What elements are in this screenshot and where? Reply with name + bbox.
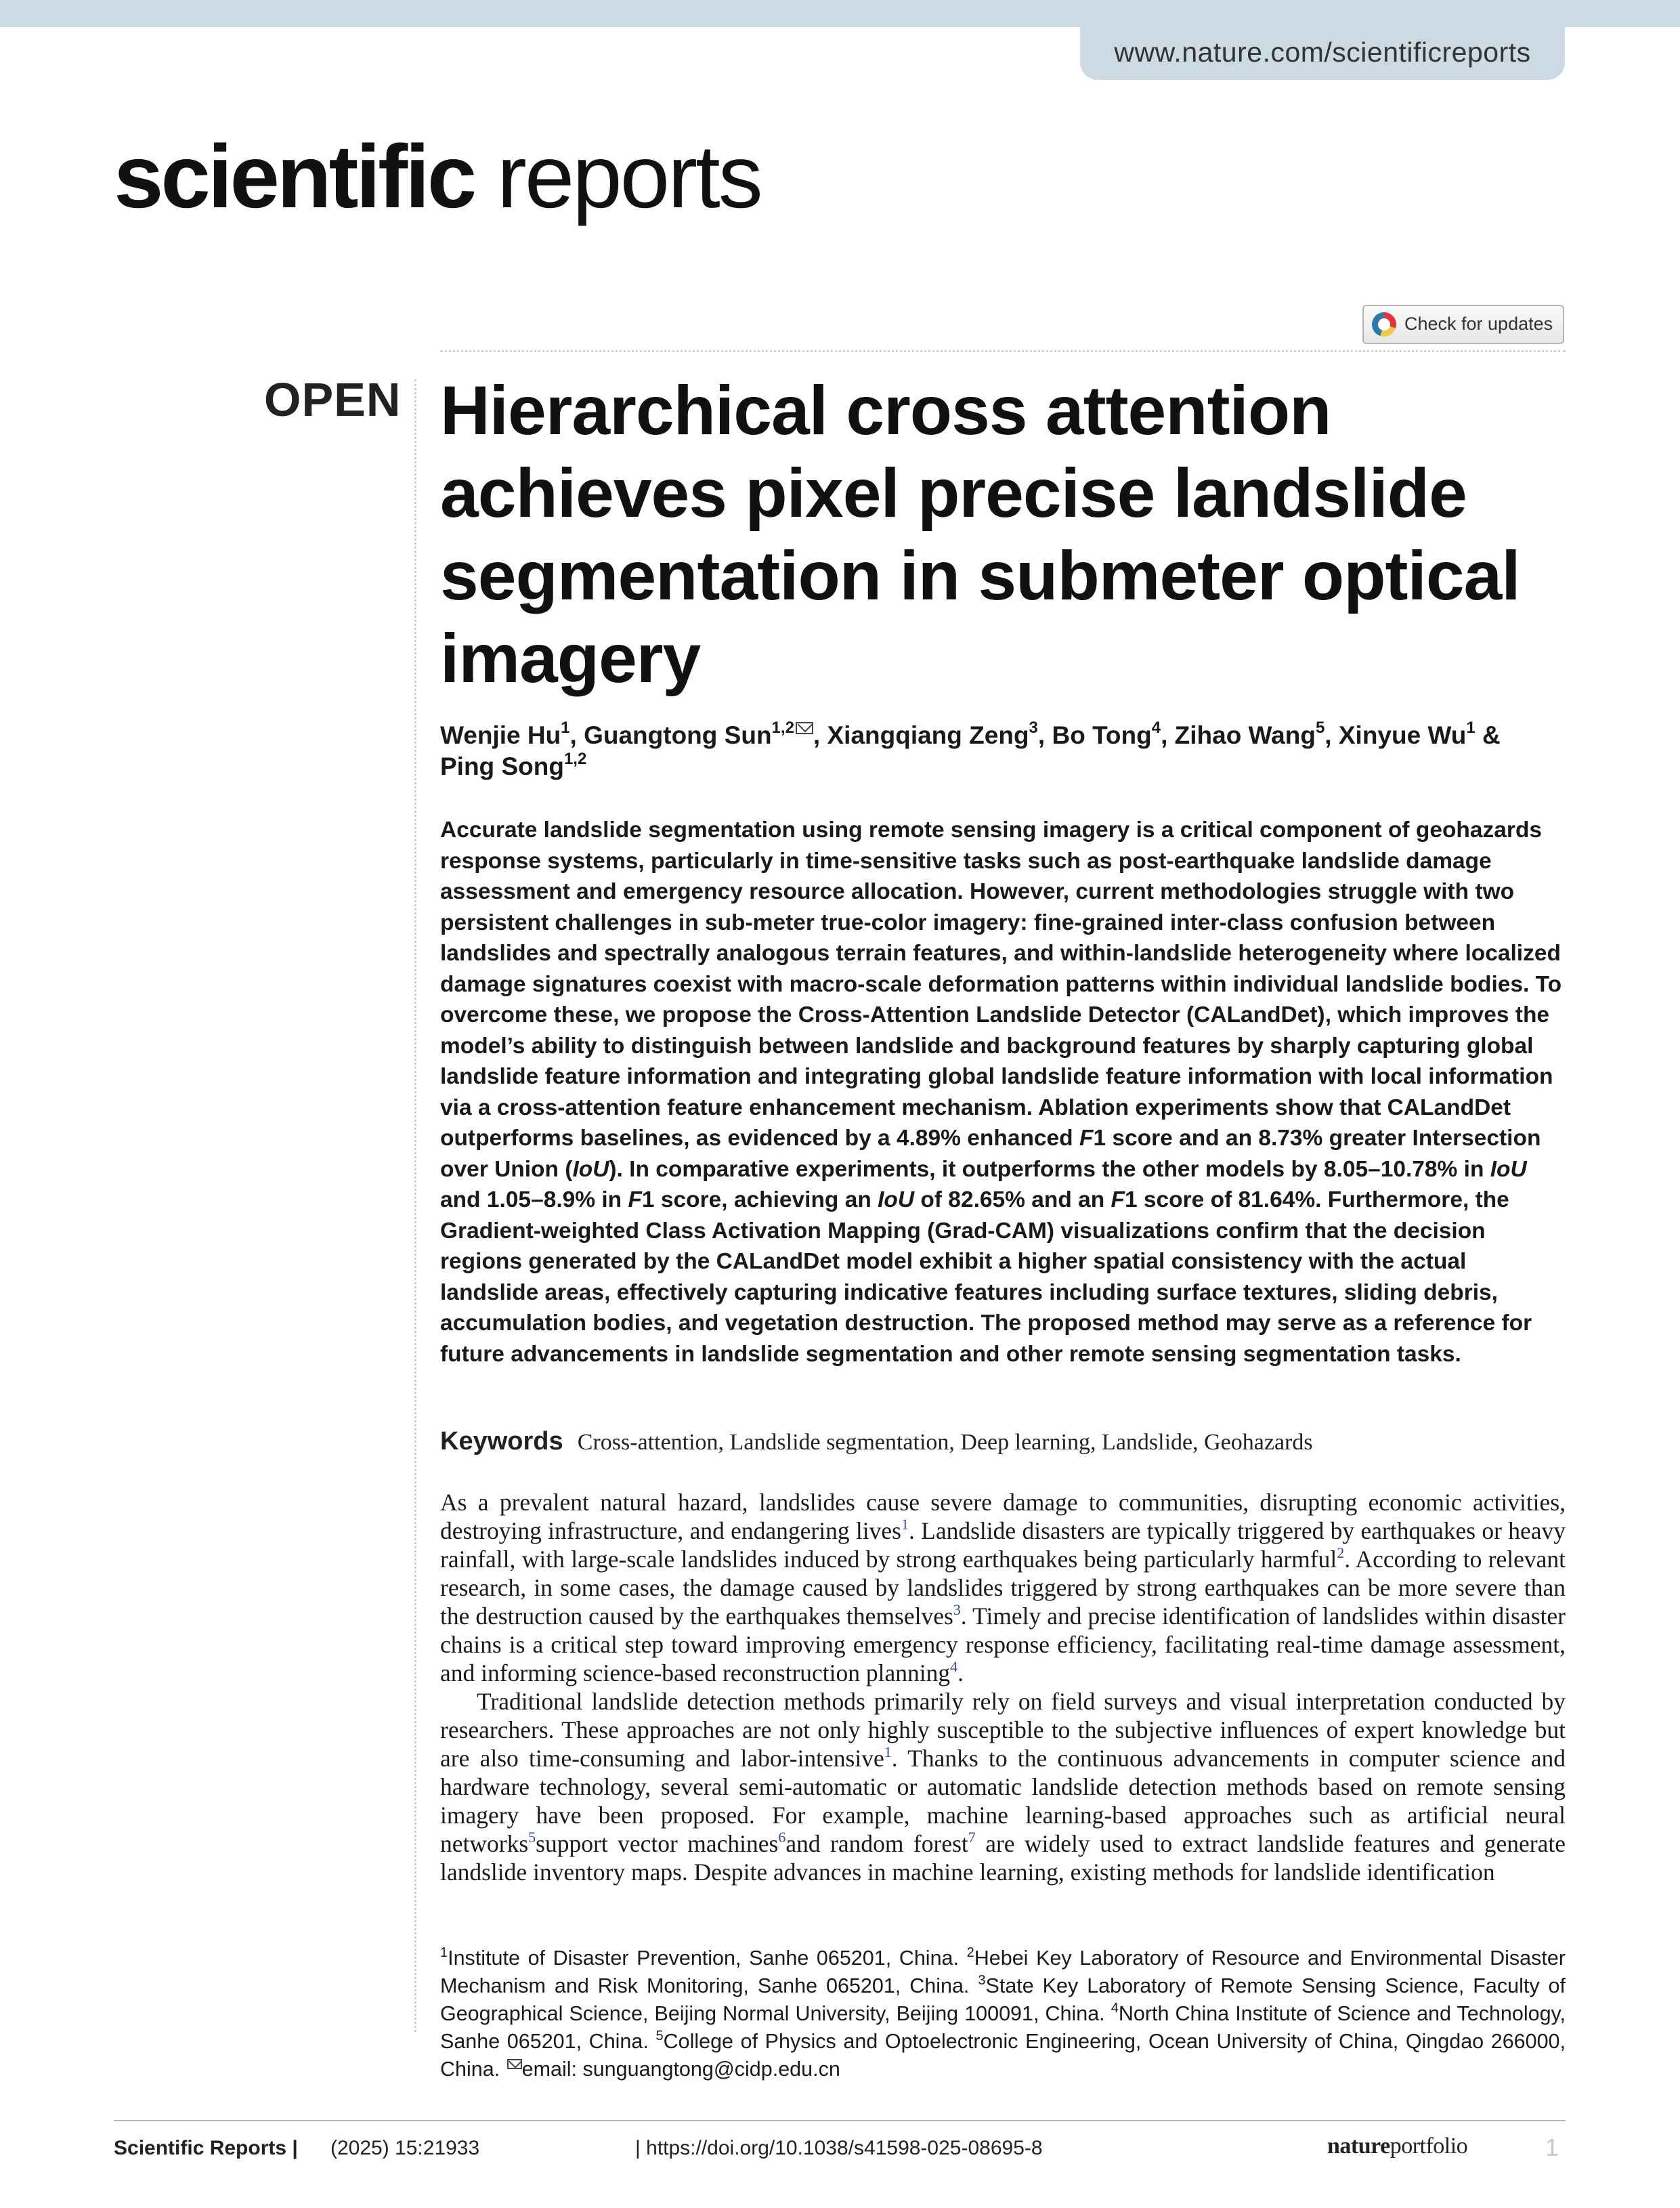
author-affiliation: 1 xyxy=(1466,719,1476,737)
page-number: 1 xyxy=(1545,2133,1559,2161)
top-banner xyxy=(0,0,1680,27)
journal-logo xyxy=(114,127,761,226)
brand-bold: nature xyxy=(1327,2133,1390,2159)
brand-regular: portfolio xyxy=(1390,2133,1468,2159)
article-title: Hierarchical cross attention achieves pixel precise landslide segmentation in submeter optical imagery xyxy=(440,372,1520,697)
author-name: Ping Song xyxy=(440,752,564,780)
affiliation-text: North China Institute of Science and Technology, Sanhe 065201, China. xyxy=(440,2002,1566,2053)
author-affiliation: 1,2 xyxy=(771,719,794,737)
open-access-label: OPEN xyxy=(264,373,402,426)
keywords-list: Cross-attention, Landslide segmentation, Deep learning, Landslide, Geohazards xyxy=(577,1430,1313,1455)
author-name: Wenjie Hu xyxy=(440,721,561,749)
citation-link[interactable]: 3 xyxy=(953,1601,961,1618)
citation-link[interactable]: 1 xyxy=(901,1516,909,1533)
journal-url[interactable]: www.nature.com/scientificreports xyxy=(1114,37,1531,68)
affiliation-text: State Key Laboratory of Remote Sensing Science, Faculty of Geographical Science, Beijing Normal University, Beijing 100091, China. xyxy=(440,1974,1566,2025)
author-affiliation: 4 xyxy=(1151,719,1161,737)
nature-portfolio-logo xyxy=(1327,2133,1467,2159)
abstract-italic: F xyxy=(1111,1187,1125,1212)
column-divider xyxy=(414,379,416,2032)
footer-volume: (2025) 15:21933 xyxy=(330,2137,480,2159)
journal-logo-bold: scientific xyxy=(114,127,475,226)
citation-link[interactable]: 6 xyxy=(778,1829,786,1846)
body-text-run: are widely used to extract landslide features and generate landslide inventory maps. Despite advances in machine learning, existing methods for landslide identification xyxy=(440,1830,1566,1886)
abstract-text: and 1.05–8.9% in xyxy=(440,1187,628,1212)
envelope-icon[interactable] xyxy=(796,722,813,734)
citation-link[interactable]: 5 xyxy=(528,1829,536,1846)
abstract-text: 1 score of 81.64%. Furthermore, the Gradient-weighted Class Activation Mapping (Grad-CAM) visualizations confirm that the decision regions generated by the CALandDet model exhibit a higher spatial consistency with the actual landslide areas, effectively capturing indicative features including surface textures, sliding debris, accumulation bodies, and vegetation destruction. The proposed method may serve as a reference for future advancements in landslide segmentation and other remote sensing segmentation tasks. xyxy=(440,1187,1532,1367)
body-text-run: . Timely and precise identification of landslides within disaster chains is a critical step toward improving emergency response efficiency, facilitating real-time damage assessment, and informing science-based reconstruction planning xyxy=(440,1602,1566,1686)
citation-link[interactable]: 7 xyxy=(968,1829,976,1846)
corresponding-email[interactable]: email: sunguangtong@cidp.edu.cn xyxy=(521,2058,840,2081)
keywords xyxy=(440,1427,1571,1456)
author-name: Bo Tong xyxy=(1052,721,1152,749)
abstract-text: of 82.65% and an xyxy=(914,1187,1111,1212)
body-text-run: . xyxy=(957,1659,964,1686)
author-name: Xinyue Wu xyxy=(1338,721,1467,749)
check-for-updates-label: Check for updates xyxy=(1404,314,1553,334)
author-name: Guangtong Sun xyxy=(584,721,772,749)
affiliation-number: 1 xyxy=(440,1945,448,1960)
abstract-italic: F xyxy=(628,1187,642,1212)
abstract-text: Accurate landslide segmentation using remote sensing imagery is a critical component of geohazards response systems, particularly in time-sensitive tasks such as post-earthquake landslide damage assessment and emergency resource allocation. However, current methodologies struggle with two persistent challenges in sub-meter true-color imagery: fine-grained inter-class confusion between landslides and spectrally analogous terrain features, and within-landslide heterogeneity where localized damage signatures coexist with macro-scale deformation patterns within individual landslide bodies. To overcome these, we propose the Cross-Attention Landslide Detector (CALandDet), which improves the model’s ability to distinguish between landslide and background features by sharply capturing global landslide feature information and integrating global landslide feature information with local information via a cross-attention feature enhancement mechanism. Ablation experiments show that CALandDet outperforms baselines, as evidenced by a 4.89% enhanced xyxy=(440,818,1562,1151)
keywords-label: Keywords xyxy=(440,1427,563,1456)
affiliation-number: 5 xyxy=(655,2029,664,2043)
body-paragraph xyxy=(440,1488,1566,1687)
abstract-italic: IoU xyxy=(878,1187,915,1212)
affiliation-text: Hebei Key Laboratory of Resource and Environmental Disaster Mechanism and Risk Monitoring, Sanhe 065201, China. xyxy=(440,1947,1566,1997)
body-text-run: . Thanks to the continuous advancements in computer science and hardware technology, several semi-automatic or automatic landslide detection methods based on remote sensing imagery have been proposed. For example, machine learning-based approaches such as artificial neural networks xyxy=(440,1745,1566,1857)
body-text xyxy=(440,1488,1566,1886)
footer-divider xyxy=(114,2120,1566,2121)
journal-logo-regular: reports xyxy=(496,127,761,226)
body-text-run: support vector machines xyxy=(536,1830,779,1857)
citation-link[interactable]: 1 xyxy=(884,1743,892,1760)
affiliation-number: 2 xyxy=(966,1945,974,1960)
body-paragraph xyxy=(440,1687,1566,1886)
envelope-icon xyxy=(507,2059,522,2069)
body-text-run: As a prevalent natural hazard, landslides cause severe damage to communities, disrupting economic activities, destroying infrastructure, and endangering lives xyxy=(440,1489,1566,1544)
footer-journal: Scientific Reports | xyxy=(114,2137,298,2159)
journal-url-tab[interactable] xyxy=(1080,27,1565,80)
affiliation-text: Institute of Disaster Prevention, Sanhe 065201, China. xyxy=(448,1947,967,1970)
body-text-run: Traditional landslide detection methods primarily rely on field surveys and visual interpretation conducted by researchers. These approaches are not only highly susceptible to the subjective influences of expert knowledge but are also time-consuming and labor-intensive xyxy=(440,1688,1566,1772)
footer-doi-link[interactable]: | https://doi.org/10.1038/s41598-025-08695-8 xyxy=(635,2137,1043,2159)
author-affiliation: 5 xyxy=(1315,719,1325,737)
affiliation-text: College of Physics and Optoelectronic Engineering, Ocean University of China, Qingdao 266000, China. xyxy=(440,2030,1566,2081)
abstract-text: ). In comparative experiments, it outperforms the other models by 8.05–10.78% in xyxy=(609,1156,1490,1182)
author-list: Wenjie Hu$^1$, Guangtong Sun$^{1,2}$ , Xiangqiang Zeng$^3$, Bo Tong$^4$, Zihao Wang$^5$, Xinyue Wu$^1$ & Ping Song$^{1,2}$ xyxy=(440,719,1501,780)
abstract-text: 1 score and an 8.73% greater Intersection over Union ( xyxy=(440,1126,1541,1182)
author-affiliation: 1 xyxy=(561,719,570,737)
abstract-italic: IoU xyxy=(572,1156,609,1182)
affiliation-number: 3 xyxy=(978,1973,986,1988)
body-text-run: and random forest xyxy=(785,1830,968,1857)
affiliations xyxy=(440,1945,1566,2083)
check-for-updates-button[interactable] xyxy=(1362,305,1564,344)
body-text-run: . According to relevant research, in some cases, the damage caused by landslides triggered by strong earthquakes can be more severe than the destruction caused by the earthquakes themselves xyxy=(440,1546,1566,1630)
body-text-run: . Landslide disasters are typically triggered by earthquakes or heavy rainfall, with large-scale landslides induced by strong earthquakes being particularly harmful xyxy=(440,1517,1566,1573)
crossmark-icon xyxy=(1372,312,1396,337)
citation-link[interactable]: 4 xyxy=(950,1658,958,1675)
abstract-italic: F xyxy=(1079,1126,1094,1151)
author-affiliation: 3 xyxy=(1029,719,1038,737)
citation-link[interactable]: 2 xyxy=(1337,1544,1345,1561)
abstract xyxy=(440,815,1568,1370)
author-affiliation: 1,2 xyxy=(563,750,587,768)
author-name: Zihao Wang xyxy=(1174,721,1316,749)
header-divider xyxy=(440,350,1566,352)
abstract-italic: IoU xyxy=(1490,1156,1527,1182)
author-name: Xiangqiang Zeng xyxy=(827,721,1029,749)
abstract-text: 1 score, achieving an xyxy=(641,1187,878,1212)
affiliation-number: 4 xyxy=(1111,2001,1119,2016)
